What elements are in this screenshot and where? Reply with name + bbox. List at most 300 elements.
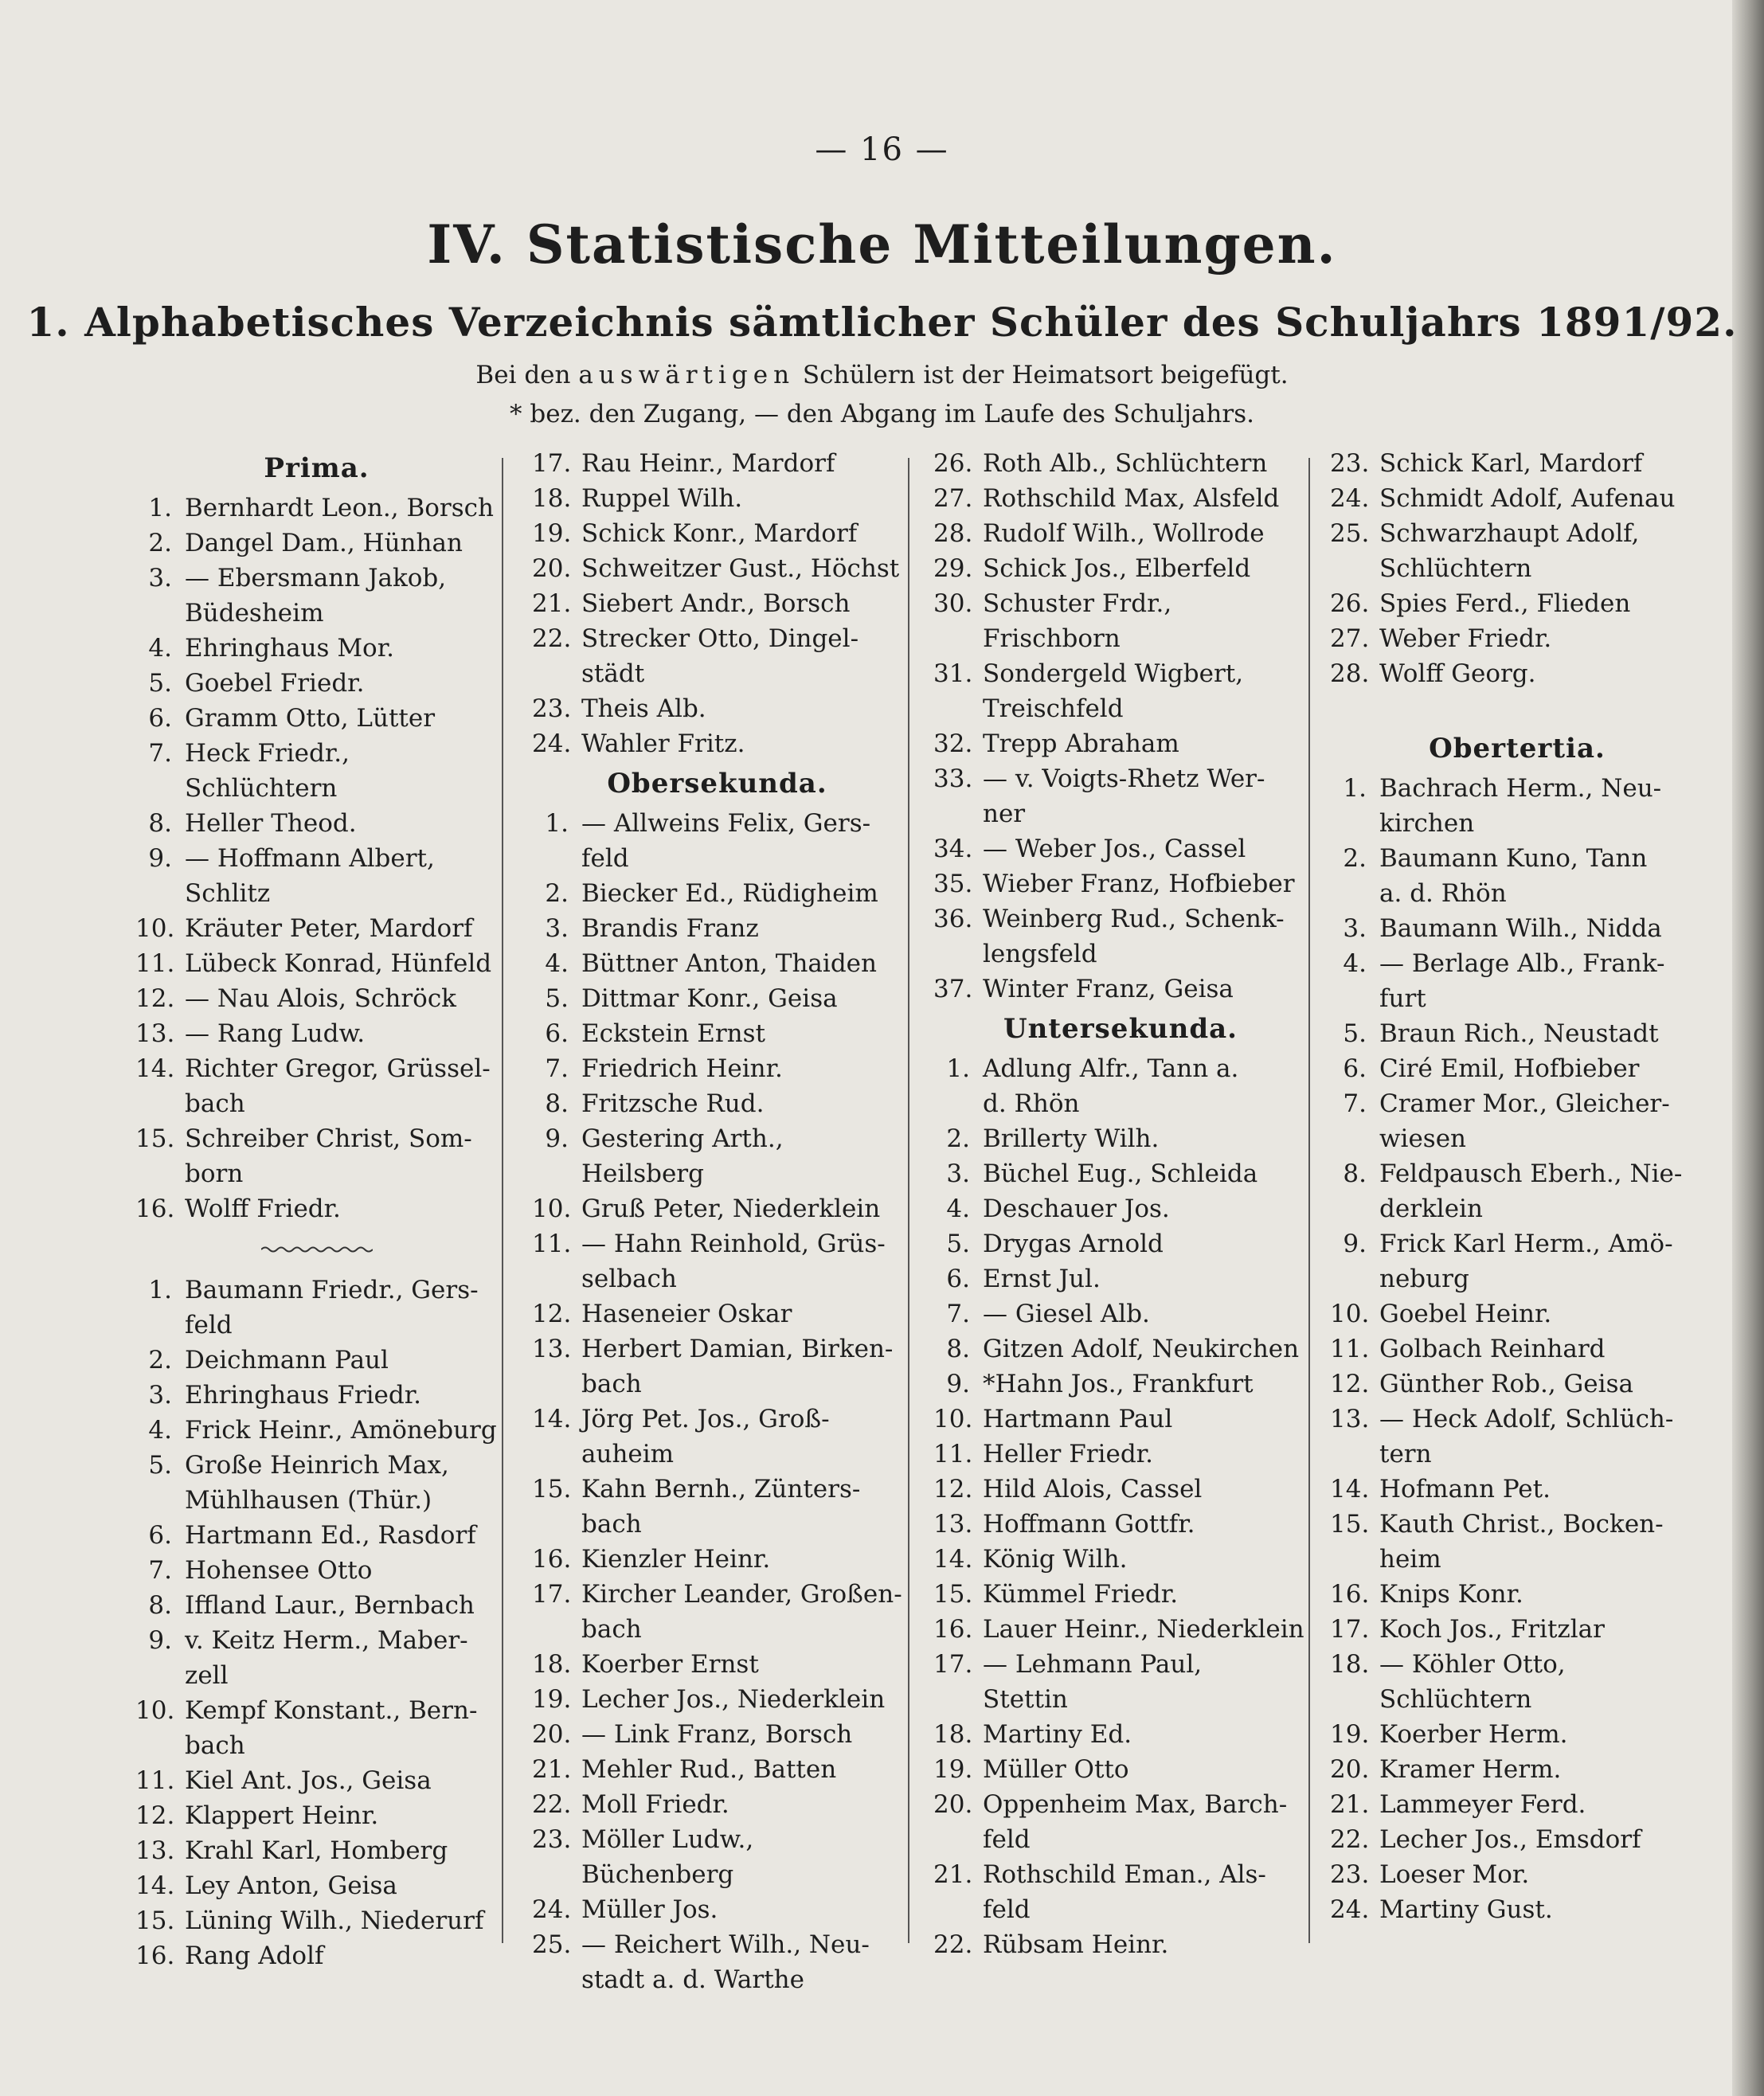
student-entry xyxy=(933,1402,1308,1437)
entry-number: 13. xyxy=(135,1019,175,1048)
student-entry xyxy=(1330,1226,1704,1261)
student-entry xyxy=(933,1647,1308,1682)
student-entry-continuation xyxy=(933,1892,1308,1927)
entry-text: König Wilh. xyxy=(983,1545,1128,1574)
entry-text: Schlitz xyxy=(185,879,271,908)
class-heading: Obertertia. xyxy=(1429,733,1606,764)
entry-number: 24. xyxy=(1330,484,1370,513)
entry-number: 7. xyxy=(545,1054,569,1083)
entry-text: Moll Friedr. xyxy=(581,1790,729,1819)
entry-number: 3. xyxy=(946,1159,970,1188)
entry-number: 20. xyxy=(933,1790,973,1819)
entry-number: 17. xyxy=(532,449,572,478)
entry-number: 11. xyxy=(933,1440,973,1468)
entry-text: feld xyxy=(983,1895,1031,1924)
student-entry xyxy=(933,1787,1308,1822)
entry-text: Baumann Wilh., Nidda xyxy=(1379,914,1662,943)
student-entry-continuation xyxy=(135,1156,498,1191)
entry-text: bach xyxy=(185,1089,245,1118)
entry-text: Ehringhaus Mor. xyxy=(185,634,394,663)
student-entry xyxy=(135,631,498,666)
entry-text: Kauth Christ., Bocken- xyxy=(1379,1510,1664,1539)
entry-text: Wahler Fritz. xyxy=(581,729,745,758)
student-entry xyxy=(1330,1822,1704,1857)
student-entry xyxy=(532,1542,902,1577)
student-entry-continuation xyxy=(135,1658,498,1693)
entry-text: furt xyxy=(1379,984,1426,1013)
student-entry xyxy=(532,1717,902,1752)
entry-number: 8. xyxy=(148,1591,172,1620)
entry-text: — Allweins Felix, Gers- xyxy=(581,809,871,838)
student-entry xyxy=(532,981,902,1016)
student-entry xyxy=(135,1553,498,1588)
entry-text: Gruß Peter, Niederklein xyxy=(581,1195,881,1223)
entry-number: 2. xyxy=(148,529,172,557)
entry-text: Brandis Franz xyxy=(581,914,759,943)
entry-text: Lübeck Konrad, Hünfeld xyxy=(185,949,492,978)
entry-text: Wolff Friedr. xyxy=(185,1195,341,1223)
student-entry xyxy=(1330,1016,1704,1051)
entry-text: Große Heinrich Max, xyxy=(185,1451,449,1480)
student-entry xyxy=(1330,1612,1704,1647)
entry-number: 13. xyxy=(933,1510,973,1539)
entry-number: 13. xyxy=(532,1335,572,1363)
note-line-1-prefix: Bei den xyxy=(475,361,571,389)
entry-text: Rübsam Heinr. xyxy=(983,1930,1169,1959)
student-entry-continuation xyxy=(532,1612,902,1647)
student-entry xyxy=(135,1051,498,1086)
student-entry xyxy=(1330,446,1704,481)
entry-text: Rang Adolf xyxy=(185,1942,324,1970)
entry-text: Rudolf Wilh., Wollrode xyxy=(983,519,1265,548)
entry-text: Knips Konr. xyxy=(1379,1580,1523,1609)
entry-text: kirchen xyxy=(1379,809,1475,838)
student-entry xyxy=(532,621,902,656)
entry-text: Kräuter Peter, Mardorf xyxy=(185,914,473,943)
student-entry-continuation xyxy=(933,1682,1308,1717)
entry-text: Stettin xyxy=(983,1685,1068,1714)
entry-text: Braun Rich., Neustadt xyxy=(1379,1019,1659,1048)
entry-number: 8. xyxy=(545,1089,569,1118)
student-entry xyxy=(933,1226,1308,1261)
student-entry xyxy=(532,806,902,841)
entry-number: 5. xyxy=(1343,1019,1367,1048)
section-heading: IV. Statistische Mitteilungen. xyxy=(427,213,1337,276)
entry-number: 23. xyxy=(532,694,572,723)
student-entry xyxy=(135,841,498,876)
entry-number: 16. xyxy=(135,1195,175,1223)
note-line-2: * bez. den Zugang, — den Abgang im Laufe des Schuljahrs. xyxy=(510,400,1254,428)
entry-number: 27. xyxy=(1330,624,1370,653)
student-entry xyxy=(933,761,1308,796)
entry-text: Jörg Pet. Jos., Groß- xyxy=(581,1405,830,1433)
entry-text: Deschauer Jos. xyxy=(983,1195,1170,1223)
entry-text: Heller Theod. xyxy=(185,809,357,838)
student-entry xyxy=(135,806,498,841)
student-entry xyxy=(1330,1857,1704,1892)
student-entry xyxy=(933,901,1308,937)
student-entry-continuation xyxy=(532,1437,902,1472)
entry-text: — Köhler Otto, xyxy=(1379,1650,1566,1679)
entry-number: 8. xyxy=(148,809,172,838)
student-entry xyxy=(135,911,498,946)
entry-number: 18. xyxy=(1330,1650,1370,1679)
student-entry-continuation xyxy=(532,841,902,876)
student-entry xyxy=(1330,1577,1704,1612)
entry-number: 4. xyxy=(148,1416,172,1445)
student-entry xyxy=(532,446,902,481)
entry-text: Günther Rob., Geisa xyxy=(1379,1370,1633,1398)
entry-number: 7. xyxy=(148,739,172,768)
entry-number: 2. xyxy=(1343,844,1367,873)
student-entry-continuation xyxy=(1330,1121,1704,1156)
entry-number: 17. xyxy=(1330,1615,1370,1644)
entry-text: Koch Jos., Fritzlar xyxy=(1379,1615,1605,1644)
entry-text: Sondergeld Wigbert, xyxy=(983,659,1244,688)
entry-number: 23. xyxy=(1330,449,1370,478)
entry-text: Ehringhaus Friedr. xyxy=(185,1381,422,1410)
student-entry xyxy=(1330,621,1704,656)
student-entry xyxy=(532,1086,902,1121)
student-entry-continuation xyxy=(1330,1542,1704,1577)
student-entry xyxy=(933,1191,1308,1226)
student-entry xyxy=(933,551,1308,586)
entry-number: 19. xyxy=(933,1755,973,1784)
entry-text: a. d. Rhön xyxy=(1379,879,1507,908)
student-entry-continuation xyxy=(1330,876,1704,911)
student-entry-continuation xyxy=(933,691,1308,726)
page-number: — 16 — xyxy=(815,131,949,168)
entry-number: 6. xyxy=(1343,1054,1367,1083)
student-entry-continuation xyxy=(1330,806,1704,841)
column-divider xyxy=(1308,458,1310,1943)
entry-text: Mehler Rud., Batten xyxy=(581,1755,837,1784)
student-entry-continuation xyxy=(135,876,498,911)
student-entry xyxy=(135,1448,498,1483)
entry-text: Schlüchtern xyxy=(1379,1685,1532,1714)
entry-text: Richter Gregor, Grüssel- xyxy=(185,1054,491,1083)
entry-text: wiesen xyxy=(1379,1124,1467,1153)
entry-text: Schmidt Adolf, Aufenau xyxy=(1379,484,1676,513)
student-entry xyxy=(1330,1402,1704,1437)
student-entry xyxy=(135,1903,498,1938)
entry-text: Weinberg Rud., Schenk- xyxy=(983,905,1285,933)
entry-text: Mühlhausen (Thür.) xyxy=(185,1486,432,1515)
entry-number: 1. xyxy=(545,809,569,838)
student-entry xyxy=(1330,1507,1704,1542)
student-entry xyxy=(933,866,1308,901)
entry-text: Schlüchtern xyxy=(1379,554,1532,583)
entry-number: 9. xyxy=(946,1370,970,1398)
entry-text: Dittmar Konr., Geisa xyxy=(581,984,838,1013)
entry-number: 37. xyxy=(933,975,973,1003)
entry-text: — Hahn Reinhold, Grüs- xyxy=(581,1230,886,1258)
entry-text: Rothschild Eman., Als- xyxy=(983,1860,1266,1889)
student-entry xyxy=(135,1518,498,1553)
entry-number: 14. xyxy=(1330,1475,1370,1504)
entry-text: Spies Ferd., Flieden xyxy=(1379,589,1631,618)
entry-number: 8. xyxy=(946,1335,970,1363)
entry-text: Goebel Heinr. xyxy=(1379,1300,1552,1328)
student-entry xyxy=(933,1472,1308,1507)
column-divider xyxy=(502,458,503,1943)
student-entry-continuation xyxy=(933,937,1308,972)
student-entry xyxy=(532,1332,902,1367)
student-entry xyxy=(1330,1367,1704,1402)
entry-number: 1. xyxy=(946,1054,970,1083)
entry-text: Kümmel Friedr. xyxy=(983,1580,1179,1609)
entry-number: 1. xyxy=(148,1276,172,1304)
entry-text: Loeser Mor. xyxy=(1379,1860,1530,1889)
entry-number: 17. xyxy=(532,1580,572,1609)
entry-text: — Nau Alois, Schröck xyxy=(185,984,456,1013)
student-entry xyxy=(1330,1086,1704,1121)
entry-text: — Ebersmann Jakob, xyxy=(185,564,447,592)
entry-number: 11. xyxy=(135,1766,175,1795)
entry-number: 3. xyxy=(148,564,172,592)
student-entry xyxy=(1330,586,1704,621)
student-entry xyxy=(1330,1472,1704,1507)
entry-text: Büttner Anton, Thaiden xyxy=(581,949,877,978)
entry-number: 2. xyxy=(545,879,569,908)
entry-number: 11. xyxy=(135,949,175,978)
entry-number: 18. xyxy=(532,1650,572,1679)
student-entry xyxy=(532,586,902,621)
student-entry xyxy=(532,1892,902,1927)
student-entry xyxy=(532,726,902,761)
student-entry xyxy=(135,1868,498,1903)
entry-number: 3. xyxy=(148,1381,172,1410)
student-entry xyxy=(135,701,498,736)
student-entry-continuation xyxy=(532,1962,902,1997)
entry-text: Heck Friedr., Schlüchtern xyxy=(185,739,350,803)
student-entry xyxy=(532,1191,902,1226)
entry-text: Bernhardt Leon., Borsch xyxy=(185,494,494,522)
entry-number: 16. xyxy=(933,1615,973,1644)
entry-text: Schick Jos., Elberfeld xyxy=(983,554,1251,583)
entry-number: 21. xyxy=(1330,1790,1370,1819)
entry-text: Krahl Karl, Homberg xyxy=(185,1836,448,1865)
entry-text: Möller Ludw., Büchenberg xyxy=(581,1825,754,1889)
entry-text: Büdesheim xyxy=(185,599,324,628)
entry-number: 25. xyxy=(1330,519,1370,548)
entry-number: 1. xyxy=(148,494,172,522)
student-entry xyxy=(1330,656,1704,691)
entry-number: 15. xyxy=(933,1580,973,1609)
entry-number: 3. xyxy=(1343,914,1367,943)
student-entry xyxy=(135,1191,498,1226)
entry-text: heim xyxy=(1379,1545,1441,1574)
student-entry xyxy=(532,551,902,586)
student-entry xyxy=(1330,1051,1704,1086)
student-entry xyxy=(532,1822,902,1892)
entry-number: 33. xyxy=(933,764,973,793)
entry-text: Roth Alb., Schlüchtern xyxy=(983,449,1268,478)
student-entry xyxy=(135,736,498,806)
entry-text: d. Rhön xyxy=(983,1089,1080,1118)
entry-text: Hohensee Otto xyxy=(185,1556,373,1585)
student-entry-continuation xyxy=(532,656,902,691)
entry-number: 10. xyxy=(1330,1300,1370,1328)
entry-number: 4. xyxy=(545,949,569,978)
student-entry xyxy=(933,1927,1308,1962)
student-entry xyxy=(532,1927,902,1962)
entry-number: 24. xyxy=(532,729,572,758)
student-entry-continuation xyxy=(135,1728,498,1763)
entry-text: — Hoffmann Albert, xyxy=(185,844,435,873)
entry-number: 34. xyxy=(933,835,973,863)
student-entry-continuation xyxy=(532,1507,902,1542)
student-entry xyxy=(532,1121,902,1191)
student-entry xyxy=(1330,946,1704,981)
entry-text: Herbert Damian, Birken- xyxy=(581,1335,894,1363)
entry-text: Ernst Jul. xyxy=(983,1265,1101,1293)
student-entry xyxy=(532,1787,902,1822)
entry-number: 14. xyxy=(532,1405,572,1433)
entry-number: 21. xyxy=(532,1755,572,1784)
entry-text: feld xyxy=(581,844,629,873)
student-entry xyxy=(532,911,902,946)
entry-number: 3. xyxy=(545,914,569,943)
class-heading: Obersekunda. xyxy=(607,768,827,800)
student-entry xyxy=(1330,1332,1704,1367)
entry-text: derklein xyxy=(1379,1195,1483,1223)
student-entry xyxy=(933,1507,1308,1542)
entry-text: born xyxy=(185,1159,244,1188)
entry-text: Schweitzer Gust., Höchst xyxy=(581,554,900,583)
entry-text: *Hahn Jos., Frankfurt xyxy=(983,1370,1254,1398)
entry-text: Lecher Jos., Emsdorf xyxy=(1379,1825,1641,1854)
entry-text: Frick Karl Herm., Amö- xyxy=(1379,1230,1673,1258)
student-entry xyxy=(933,1296,1308,1332)
entry-number: 14. xyxy=(135,1871,175,1900)
entry-number: 6. xyxy=(148,704,172,733)
entry-text: Rau Heinr., Mardorf xyxy=(581,449,835,478)
entry-text: feld xyxy=(185,1311,233,1339)
entry-text: Heller Friedr. xyxy=(983,1440,1153,1468)
entry-number: 19. xyxy=(532,519,572,548)
student-entry xyxy=(135,1343,498,1378)
student-entry-continuation xyxy=(1330,981,1704,1016)
entry-number: 22. xyxy=(532,624,572,653)
entry-number: 21. xyxy=(933,1860,973,1889)
entry-text: — Rang Ludw. xyxy=(185,1019,366,1048)
entry-text: Friedrich Heinr. xyxy=(581,1054,783,1083)
entry-text: Kircher Leander, Großen- xyxy=(581,1580,902,1609)
entry-text: stadt a. d. Warthe xyxy=(581,1965,804,1994)
entry-number: 25. xyxy=(532,1930,572,1959)
entry-text: Drygas Arnold xyxy=(983,1230,1164,1258)
entry-text: — v. Voigts-Rhetz Wer- xyxy=(983,764,1265,793)
entry-number: 23. xyxy=(532,1825,572,1854)
student-entry xyxy=(1330,771,1704,806)
entry-text: Frick Heinr., Amöneburg xyxy=(185,1416,497,1445)
entry-text: Oppenheim Max, Barch- xyxy=(983,1790,1288,1819)
entry-number: 5. xyxy=(545,984,569,1013)
class-heading: Untersekunda. xyxy=(1003,1013,1238,1045)
entry-text: Schick Konr., Mardorf xyxy=(581,519,858,548)
student-entry xyxy=(135,1413,498,1448)
entry-number: 12. xyxy=(532,1300,572,1328)
entry-number: 22. xyxy=(1330,1825,1370,1854)
student-entry xyxy=(532,1472,902,1507)
entry-text: ner xyxy=(983,800,1026,828)
entry-number: 36. xyxy=(933,905,973,933)
student-entry xyxy=(933,1542,1308,1577)
student-entry xyxy=(532,1647,902,1682)
student-entry xyxy=(1330,1892,1704,1927)
entry-text: Lecher Jos., Niederklein xyxy=(581,1685,886,1714)
entry-number: 22. xyxy=(933,1930,973,1959)
entry-text: Ciré Emil, Hofbieber xyxy=(1379,1054,1640,1083)
student-entry-continuation xyxy=(1330,1191,1704,1226)
entry-number: 4. xyxy=(946,1195,970,1223)
student-entry-continuation xyxy=(933,1086,1308,1121)
entry-text: städt xyxy=(581,659,645,688)
entry-number: 7. xyxy=(946,1300,970,1328)
student-entry xyxy=(1330,481,1704,516)
entry-text: Koerber Ernst xyxy=(581,1650,759,1679)
entry-text: Gestering Arth., Heilsberg xyxy=(581,1124,784,1188)
entry-text: lengsfeld xyxy=(983,940,1097,968)
entry-text: Brillerty Wilh. xyxy=(983,1124,1160,1153)
entry-number: 18. xyxy=(933,1720,973,1749)
entry-number: 24. xyxy=(532,1895,572,1924)
entry-number: 15. xyxy=(135,1124,175,1153)
entry-text: Baumann Friedr., Gers- xyxy=(185,1276,479,1304)
student-entry-continuation xyxy=(1330,1261,1704,1296)
entry-text: selbach xyxy=(581,1265,677,1293)
entry-text: Hoffmann Gottfr. xyxy=(983,1510,1195,1539)
entry-text: Goebel Friedr. xyxy=(185,669,365,698)
column-1 xyxy=(135,446,498,1973)
entry-text: Schreiber Christ, Som- xyxy=(185,1124,472,1153)
student-entry-continuation xyxy=(933,1822,1308,1857)
entry-number: 15. xyxy=(532,1475,572,1504)
entry-number: 7. xyxy=(1343,1089,1367,1118)
entry-text: Hofmann Pet. xyxy=(1379,1475,1551,1504)
student-entry xyxy=(532,946,902,981)
entry-text: Rothschild Max, Alsfeld xyxy=(983,484,1280,513)
student-entry xyxy=(933,1121,1308,1156)
entry-text: Koerber Herm. xyxy=(1379,1720,1568,1749)
entry-number: 10. xyxy=(532,1195,572,1223)
entry-text: Lammeyer Ferd. xyxy=(1379,1790,1586,1819)
entry-number: 10. xyxy=(933,1405,973,1433)
student-entry xyxy=(933,1332,1308,1367)
entry-number: 31. xyxy=(933,659,973,688)
entry-text: Hild Alois, Cassel xyxy=(983,1475,1203,1504)
student-entry xyxy=(135,1273,498,1308)
entry-text: Schick Karl, Mardorf xyxy=(1379,449,1643,478)
entry-number: 12. xyxy=(1330,1370,1370,1398)
entry-number: 9. xyxy=(545,1124,569,1153)
entry-number: 4. xyxy=(148,634,172,663)
student-entry xyxy=(933,1051,1308,1086)
entry-text: Hartmann Ed., Rasdorf xyxy=(185,1521,476,1550)
entry-text: Weber Friedr. xyxy=(1379,624,1552,653)
student-entry xyxy=(532,1296,902,1332)
entry-number: 16. xyxy=(1330,1580,1370,1609)
entry-number: 12. xyxy=(135,1801,175,1830)
entry-number: 16. xyxy=(135,1942,175,1970)
entry-number: 5. xyxy=(946,1230,970,1258)
entry-number: 13. xyxy=(1330,1405,1370,1433)
student-entry xyxy=(1330,1717,1704,1752)
entry-number: 26. xyxy=(1330,589,1370,618)
student-entry xyxy=(933,586,1308,656)
entry-number: 9. xyxy=(148,1626,172,1655)
